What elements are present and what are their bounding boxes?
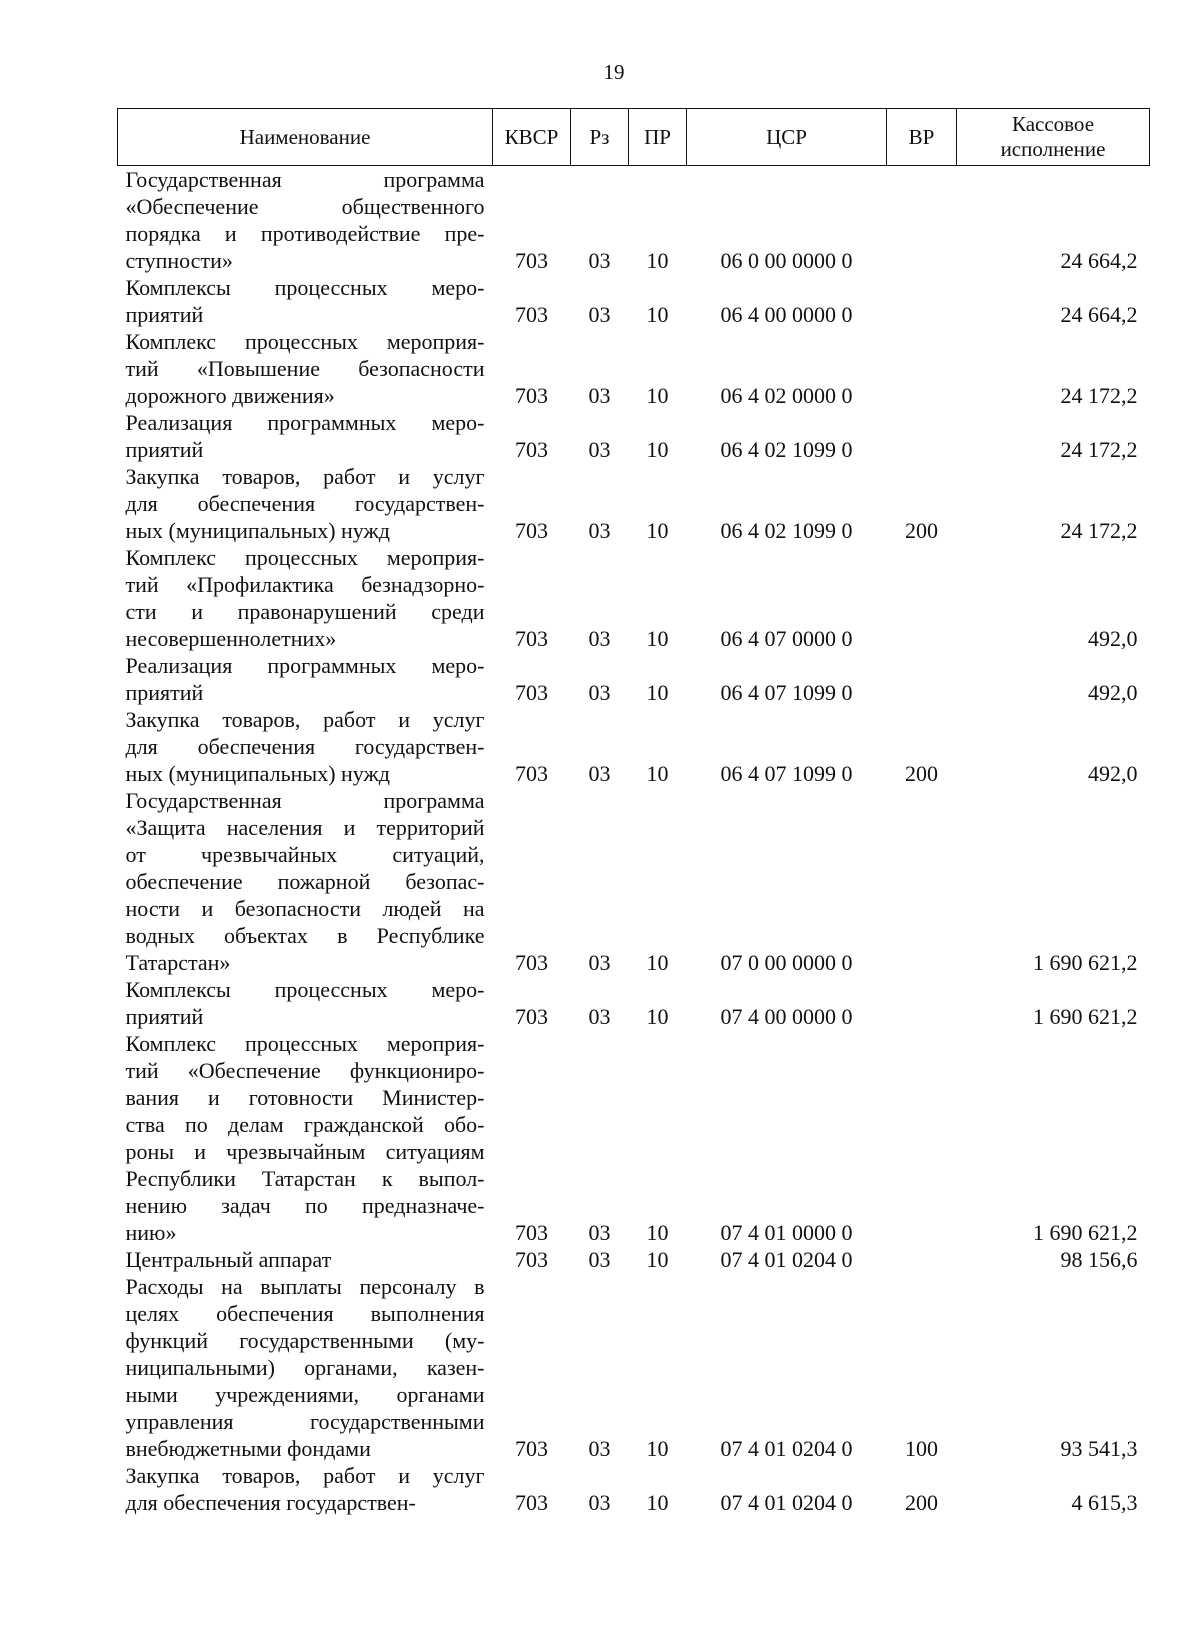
row-rz: 03 (588, 302, 611, 327)
row-name (118, 1273, 493, 1462)
row-rz: 03 (588, 1436, 611, 1461)
row-sum: 492,0 (1088, 761, 1138, 786)
row-kvsr: 703 (515, 626, 548, 651)
header-rz: Рз (571, 109, 629, 166)
row-sum: 1 690 621,2 (1033, 1004, 1138, 1029)
row-name-line: Республики Татарстан к выпол- (125, 1166, 485, 1191)
row-name-line: ными учреждениями, органами (125, 1382, 485, 1407)
row-name-line: дорожного движения» (125, 383, 335, 408)
row-name (118, 1246, 493, 1273)
row-vr (887, 274, 957, 328)
row-name-line: тий «Профилактика безнадзорно- (125, 572, 485, 597)
row-pr: 10 (646, 626, 669, 651)
header-kvsr: КВСР (493, 109, 571, 166)
row-rz: 03 (588, 950, 611, 975)
row-csr: 07 4 01 0204 0 (720, 1436, 853, 1461)
row-rz: 03 (588, 518, 611, 543)
row-pr: 10 (646, 1436, 669, 1461)
row-name-line: Комплексы процессных меро- (125, 977, 485, 1002)
row-name-line: для обеспечения государствен- (125, 491, 485, 516)
row-kvsr: 703 (515, 437, 548, 462)
row-name-line: нию» (125, 1220, 177, 1245)
row-vr (887, 652, 957, 706)
header-vr: ВР (887, 109, 957, 166)
row-name-line: сти и правонарушений среди (125, 599, 485, 624)
table-row (118, 328, 1150, 409)
row-rz: 03 (588, 1490, 611, 1515)
row-vr: 100 (905, 1436, 938, 1461)
row-name-line: тий «Повышение безопасности (125, 356, 485, 381)
row-name (118, 328, 493, 409)
table-row (118, 1273, 1150, 1462)
row-csr: 07 4 01 0204 0 (720, 1247, 853, 1272)
row-name-line: порядка и противодействие пре- (125, 221, 485, 246)
row-name-line: от чрезвычайных ситуаций, (125, 842, 485, 867)
row-name (118, 274, 493, 328)
row-name (118, 652, 493, 706)
table-row (118, 409, 1150, 463)
header-csr: ЦСР (687, 109, 887, 166)
row-kvsr: 703 (515, 1490, 548, 1515)
row-name-line: водных объектах в Республике (125, 923, 485, 948)
row-kvsr: 703 (515, 302, 548, 327)
row-csr: 06 4 07 0000 0 (720, 626, 853, 651)
row-kvsr: 703 (515, 1247, 548, 1272)
row-name-line: функций государственными (му- (125, 1328, 485, 1353)
row-vr (887, 787, 957, 976)
row-rz: 03 (588, 383, 611, 408)
row-name-line: Государственная программа (125, 167, 485, 192)
table-row (118, 706, 1150, 787)
row-csr: 06 4 07 1099 0 (720, 761, 853, 786)
row-pr: 10 (646, 1220, 669, 1245)
row-name-line: целях обеспечения выполнения (125, 1301, 485, 1326)
row-name-line: Государственная программа (125, 788, 485, 813)
row-pr: 10 (646, 437, 669, 462)
row-kvsr: 703 (515, 383, 548, 408)
row-rz: 03 (588, 437, 611, 462)
row-pr: 10 (646, 950, 669, 975)
row-vr (887, 1246, 957, 1273)
row-rz: 03 (588, 1247, 611, 1272)
row-vr: 200 (905, 761, 938, 786)
table-row (118, 976, 1150, 1030)
table-row (118, 463, 1150, 544)
row-name-line: для обеспечения государствен- (125, 1490, 416, 1515)
row-csr: 06 4 00 0000 0 (720, 302, 853, 327)
row-name-line: Комплекс процессных мероприя- (125, 1031, 485, 1056)
row-name-line: ных (муниципальных) нужд (125, 761, 390, 786)
row-rz: 03 (588, 680, 611, 705)
table-row (118, 166, 1150, 275)
row-sum: 98 156,6 (1060, 1247, 1138, 1272)
row-name (118, 976, 493, 1030)
table-row (118, 1030, 1150, 1246)
row-csr: 06 4 02 1099 0 (720, 518, 853, 543)
row-rz: 03 (588, 1004, 611, 1029)
row-name-line: ных (муниципальных) нужд (125, 518, 390, 543)
row-csr: 06 0 00 0000 0 (720, 248, 853, 273)
row-name-line: роны и чрезвычайным ситуациям (125, 1139, 485, 1164)
row-csr: 06 4 02 1099 0 (720, 437, 853, 462)
row-kvsr: 703 (515, 248, 548, 273)
row-name-line: Расходы на выплаты персоналу в (125, 1274, 485, 1299)
table-row (118, 274, 1150, 328)
row-name-line: Центральный аппарат (125, 1247, 332, 1272)
row-name-line: Реализация программных меро- (125, 653, 485, 678)
row-vr: 200 (905, 518, 938, 543)
row-sum: 24 172,2 (1060, 518, 1138, 543)
row-name-line: ности и безопасности людей на (125, 896, 485, 921)
row-kvsr: 703 (515, 518, 548, 543)
row-kvsr: 703 (515, 1220, 548, 1245)
row-name-line: приятий (125, 302, 204, 327)
header-name: Наименование (118, 109, 493, 166)
row-kvsr: 703 (515, 1436, 548, 1461)
row-vr (887, 166, 957, 275)
row-name (118, 544, 493, 652)
row-name-line: тий «Обеспечение функциониро- (125, 1058, 485, 1083)
row-vr (887, 409, 957, 463)
row-name-line: Закупка товаров, работ и услуг (125, 464, 485, 489)
row-name-line: «Обеспечение общественного (125, 194, 485, 219)
row-pr: 10 (646, 1004, 669, 1029)
row-name-line: несовершеннолетних» (125, 626, 337, 651)
row-rz: 03 (588, 626, 611, 651)
row-name-line: ства по делам гражданской обо- (125, 1112, 485, 1137)
row-csr: 07 4 01 0204 0 (720, 1490, 853, 1515)
row-name-line: вания и готовности Министер- (125, 1085, 485, 1110)
row-name-line: приятий (125, 1004, 204, 1029)
row-name-line: внебюджетными фондами (125, 1436, 371, 1461)
row-name-line: приятий (125, 680, 204, 705)
row-name-line: Закупка товаров, работ и услуг (125, 1463, 485, 1488)
table-row (118, 787, 1150, 976)
row-vr (887, 544, 957, 652)
row-name-line: Комплексы процессных меро- (125, 275, 485, 300)
row-name (118, 1462, 493, 1516)
row-name-line: приятий (125, 437, 204, 462)
table-body (118, 166, 1150, 1517)
row-name-line: Закупка товаров, работ и услуг (125, 707, 485, 732)
row-csr: 07 0 00 0000 0 (720, 950, 853, 975)
row-kvsr: 703 (515, 1004, 548, 1029)
table-row (118, 544, 1150, 652)
row-pr: 10 (646, 761, 669, 786)
row-name (118, 1030, 493, 1246)
row-name-line: для обеспечения государствен- (125, 734, 485, 759)
row-name (118, 463, 493, 544)
row-sum: 1 690 621,2 (1033, 1220, 1138, 1245)
row-name-line: ступности» (125, 248, 233, 273)
row-pr: 10 (646, 383, 669, 408)
page-number: 19 (603, 60, 625, 84)
row-name (118, 409, 493, 463)
header-sum (957, 109, 1150, 166)
row-name-line: обеспечение пожарной безопас- (125, 869, 485, 894)
row-pr: 10 (646, 302, 669, 327)
row-kvsr: 703 (515, 761, 548, 786)
row-sum: 93 541,3 (1060, 1436, 1138, 1461)
header-sum-line1: Кассовое (1011, 112, 1095, 136)
row-vr (887, 1030, 957, 1246)
row-pr: 10 (646, 518, 669, 543)
row-csr: 06 4 02 0000 0 (720, 383, 853, 408)
row-pr: 10 (646, 1490, 669, 1515)
row-pr: 10 (646, 680, 669, 705)
table-header (118, 109, 1150, 166)
row-pr: 10 (646, 248, 669, 273)
table-row (118, 1462, 1150, 1516)
row-sum: 4 615,3 (1071, 1490, 1138, 1515)
row-name (118, 787, 493, 976)
row-name-line: «Защита населения и территорий (125, 815, 485, 840)
row-rz: 03 (588, 1220, 611, 1245)
row-pr: 10 (646, 1247, 669, 1272)
header-pr: ПР (629, 109, 687, 166)
row-csr: 07 4 00 0000 0 (720, 1004, 853, 1029)
row-rz: 03 (588, 761, 611, 786)
row-kvsr: 703 (515, 950, 548, 975)
row-name-line: управления государственными (125, 1409, 485, 1434)
row-name-line: Реализация программных меро- (125, 410, 485, 435)
budget-table (117, 108, 1150, 1516)
row-name-line: ниципальными) органами, казен- (125, 1355, 485, 1380)
row-name-line: Комплекс процессных мероприя- (125, 545, 485, 570)
row-vr (887, 976, 957, 1030)
row-csr: 06 4 07 1099 0 (720, 680, 853, 705)
row-sum: 492,0 (1088, 680, 1138, 705)
table-row (118, 652, 1150, 706)
table-row (118, 1246, 1150, 1273)
row-sum: 1 690 621,2 (1033, 950, 1138, 975)
row-name-line: Татарстан» (125, 950, 231, 975)
row-sum: 24 664,2 (1060, 302, 1138, 327)
row-sum: 24 172,2 (1060, 437, 1138, 462)
row-vr (887, 328, 957, 409)
row-vr: 200 (905, 1490, 938, 1515)
row-csr: 07 4 01 0000 0 (720, 1220, 853, 1245)
row-sum: 24 664,2 (1060, 248, 1138, 273)
row-name (118, 706, 493, 787)
row-sum: 492,0 (1088, 626, 1138, 651)
header-sum-line2: исполнение (1000, 137, 1106, 161)
row-sum: 24 172,2 (1060, 383, 1138, 408)
row-kvsr: 703 (515, 680, 548, 705)
row-name-line: нению задач по предназначе- (125, 1193, 485, 1218)
row-name-line: Комплекс процессных мероприя- (125, 329, 485, 354)
row-rz: 03 (588, 248, 611, 273)
row-name (118, 166, 493, 275)
